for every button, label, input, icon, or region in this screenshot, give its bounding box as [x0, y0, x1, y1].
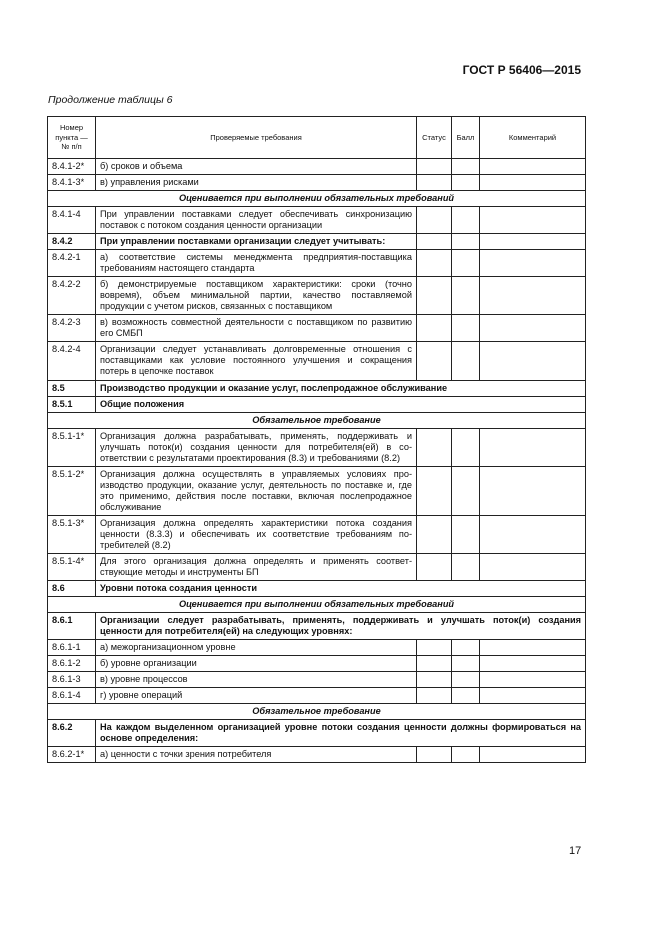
score-cell[interactable]: [452, 466, 480, 515]
comment-cell[interactable]: [480, 640, 586, 656]
requirement-text: а) соответствие системы менеджмента предприятия-поставщика требованиям настоящего стандарта: [96, 250, 417, 277]
table-row: [48, 342, 586, 380]
table-banner-row: [48, 597, 586, 613]
comment-cell[interactable]: [480, 159, 586, 175]
requirement-number: 8.4.1-3*: [48, 175, 96, 191]
score-cell[interactable]: [452, 553, 480, 580]
requirement-text: б) сроков и объема: [96, 159, 417, 175]
requirement-text: Организация должна разрабатывать, применять, поддерживать и улучшать поток(и) создания ценности для потребителя(ей) в соответствии с результатами проектирования (8.3) и требованиями (8.2): [96, 428, 417, 466]
table-section-row: [48, 396, 586, 412]
table-row: [48, 553, 586, 580]
table-row: [48, 175, 586, 191]
requirement-number: 8.5.1-3*: [48, 515, 96, 553]
requirement-text: Организация должна определять характеристики потока создания ценности (8.3.3) и обеспечивать их соответствие требованиям потребителей (8.2): [96, 515, 417, 553]
requirement-text: г) уровне операций: [96, 688, 417, 704]
requirement-number: 8.6.1-4: [48, 688, 96, 704]
score-cell[interactable]: [452, 175, 480, 191]
requirement-text: в) уровне процессов: [96, 672, 417, 688]
comment-cell[interactable]: [480, 234, 586, 250]
status-cell[interactable]: [417, 672, 452, 688]
table-banner-row: [48, 412, 586, 428]
comment-cell[interactable]: [480, 747, 586, 763]
comment-cell[interactable]: [480, 315, 586, 342]
section-number: 8.5.1: [48, 396, 96, 412]
requirement-number: 8.5.1-2*: [48, 466, 96, 515]
status-cell[interactable]: [417, 466, 452, 515]
requirement-number: 8.6.2-1*: [48, 747, 96, 763]
table-banner-row: [48, 704, 586, 720]
requirement-text: Для этого организация должна определять и применять соответствующие методы и инструменты БП: [96, 553, 417, 580]
score-cell[interactable]: [452, 515, 480, 553]
table-banner-row: [48, 191, 586, 207]
requirement-number: 8.4.2-2: [48, 277, 96, 315]
score-cell[interactable]: [452, 747, 480, 763]
table-section-row: [48, 720, 586, 747]
table-row: [48, 747, 586, 763]
comment-cell[interactable]: [480, 342, 586, 380]
score-cell[interactable]: [452, 656, 480, 672]
requirement-number: 8.4.1-2*: [48, 159, 96, 175]
table-continuation-caption: Продолжение таблицы 6: [48, 94, 173, 106]
status-cell[interactable]: [417, 640, 452, 656]
score-cell[interactable]: [452, 428, 480, 466]
section-number: 8.5: [48, 380, 96, 396]
score-cell[interactable]: [452, 250, 480, 277]
section-number: 8.6.1: [48, 613, 96, 640]
column-header-score: Балл: [452, 117, 480, 159]
page-number: 17: [569, 845, 582, 857]
table-row: [48, 159, 586, 175]
score-cell[interactable]: [452, 159, 480, 175]
column-header-status: Статус: [417, 117, 452, 159]
status-cell[interactable]: [417, 159, 452, 175]
table-section-row: [48, 580, 586, 596]
requirement-text: При управлении поставками организации следует учитывать:: [96, 234, 417, 250]
requirement-text: а) ценности с точки зрения потребителя: [96, 747, 417, 763]
status-cell[interactable]: [417, 207, 452, 234]
comment-cell[interactable]: [480, 672, 586, 688]
status-cell[interactable]: [417, 656, 452, 672]
table-row: [48, 277, 586, 315]
section-title: Организации следует разрабатывать, применять, поддерживать и улучшать поток(и) создания ценности для потребителя(ей) на следующих уровнях:: [96, 613, 586, 640]
score-cell[interactable]: [452, 277, 480, 315]
comment-cell[interactable]: [480, 207, 586, 234]
column-header-comment: Комментарий: [480, 117, 586, 159]
table-row: [48, 640, 586, 656]
table-row: [48, 688, 586, 704]
requirement-number: 8.4.2-1: [48, 250, 96, 277]
requirement-text: в) возможность совместной деятельности с поставщиком по развитию его СМБП: [96, 315, 417, 342]
requirement-text: в) управления рисками: [96, 175, 417, 191]
status-cell[interactable]: [417, 277, 452, 315]
table-row: [48, 672, 586, 688]
requirements-table: [47, 116, 586, 763]
requirement-number: 8.4.1-4: [48, 207, 96, 234]
status-cell[interactable]: [417, 747, 452, 763]
banner-text: Оценивается при выполнении обязательных требований: [48, 597, 586, 613]
score-cell[interactable]: [452, 640, 480, 656]
comment-cell[interactable]: [480, 428, 586, 466]
requirement-number: 8.6.1-3: [48, 672, 96, 688]
document-id: ГОСТ Р 56406—2015: [462, 63, 581, 77]
requirement-number: 8.6.1-2: [48, 656, 96, 672]
requirement-number: 8.5.1-1*: [48, 428, 96, 466]
comment-cell[interactable]: [480, 175, 586, 191]
table-row: [48, 207, 586, 234]
comment-cell[interactable]: [480, 656, 586, 672]
status-cell[interactable]: [417, 234, 452, 250]
table-row: [48, 515, 586, 553]
status-cell[interactable]: [417, 553, 452, 580]
table-row: [48, 428, 586, 466]
score-cell[interactable]: [452, 342, 480, 380]
score-cell[interactable]: [452, 672, 480, 688]
requirement-number: 8.4.2-4: [48, 342, 96, 380]
section-number: 8.6.2: [48, 720, 96, 747]
comment-cell[interactable]: [480, 466, 586, 515]
comment-cell[interactable]: [480, 688, 586, 704]
status-cell[interactable]: [417, 428, 452, 466]
requirement-text: б) уровне организации: [96, 656, 417, 672]
column-header-requirements: Проверяемые требования: [96, 117, 417, 159]
column-header-number: Номер пункта — № п/п: [48, 117, 96, 159]
requirement-text: а) межорганизационном уровне: [96, 640, 417, 656]
section-title: Уровни потока создания ценности: [96, 580, 586, 596]
section-title: На каждом выделенном организацией уровне потоки создания ценности должны формироваться на основе определения:: [96, 720, 586, 747]
comment-cell[interactable]: [480, 515, 586, 553]
requirement-number: 8.5.1-4*: [48, 553, 96, 580]
banner-text: Обязательное требование: [48, 412, 586, 428]
table-section-row: [48, 380, 586, 396]
requirement-text: Организации следует устанавливать долговременные отношения с поставщиками как условие постоянного улучшения и сокращения потерь в цепочке поставок: [96, 342, 417, 380]
score-cell[interactable]: [452, 315, 480, 342]
comment-cell[interactable]: [480, 250, 586, 277]
requirement-text: Организация должна осуществлять в управляемых условиях производство продукции, оказание услуг, деятельность по поставке и, где это применимо, действия после поставки, включая послепродажное обслуживание: [96, 466, 417, 515]
table-section-row: [48, 613, 586, 640]
table-row: [48, 466, 586, 515]
requirement-number: 8.6.1-1: [48, 640, 96, 656]
requirement-text: При управлении поставками следует обеспечивать синхронизацию поставок с потоком создания ценности организации: [96, 207, 417, 234]
banner-text: Оценивается при выполнении обязательных требований: [48, 191, 586, 207]
requirement-text: б) демонстрируемые поставщиком характеристики: сроки (точно вовремя), объем минимальной партии, качество поставляемой продукции с учетом рисков, связанных с поставщиком: [96, 277, 417, 315]
score-cell[interactable]: [452, 688, 480, 704]
table-row: [48, 656, 586, 672]
section-title: Производство продукции и оказание услуг, послепродажное обслуживание: [96, 380, 586, 396]
requirement-number: 8.4.2: [48, 234, 96, 250]
table-row: [48, 234, 586, 250]
comment-cell[interactable]: [480, 553, 586, 580]
banner-text: Обязательное требование: [48, 704, 586, 720]
status-cell[interactable]: [417, 688, 452, 704]
section-number: 8.6: [48, 580, 96, 596]
comment-cell[interactable]: [480, 277, 586, 315]
section-title: Общие положения: [96, 396, 586, 412]
status-cell[interactable]: [417, 515, 452, 553]
table-row: [48, 250, 586, 277]
status-cell[interactable]: [417, 342, 452, 380]
score-cell[interactable]: [452, 234, 480, 250]
status-cell[interactable]: [417, 175, 452, 191]
status-cell[interactable]: [417, 250, 452, 277]
status-cell[interactable]: [417, 315, 452, 342]
table-header-row: [48, 117, 586, 159]
requirement-number: 8.4.2-3: [48, 315, 96, 342]
table-row: [48, 315, 586, 342]
score-cell[interactable]: [452, 207, 480, 234]
